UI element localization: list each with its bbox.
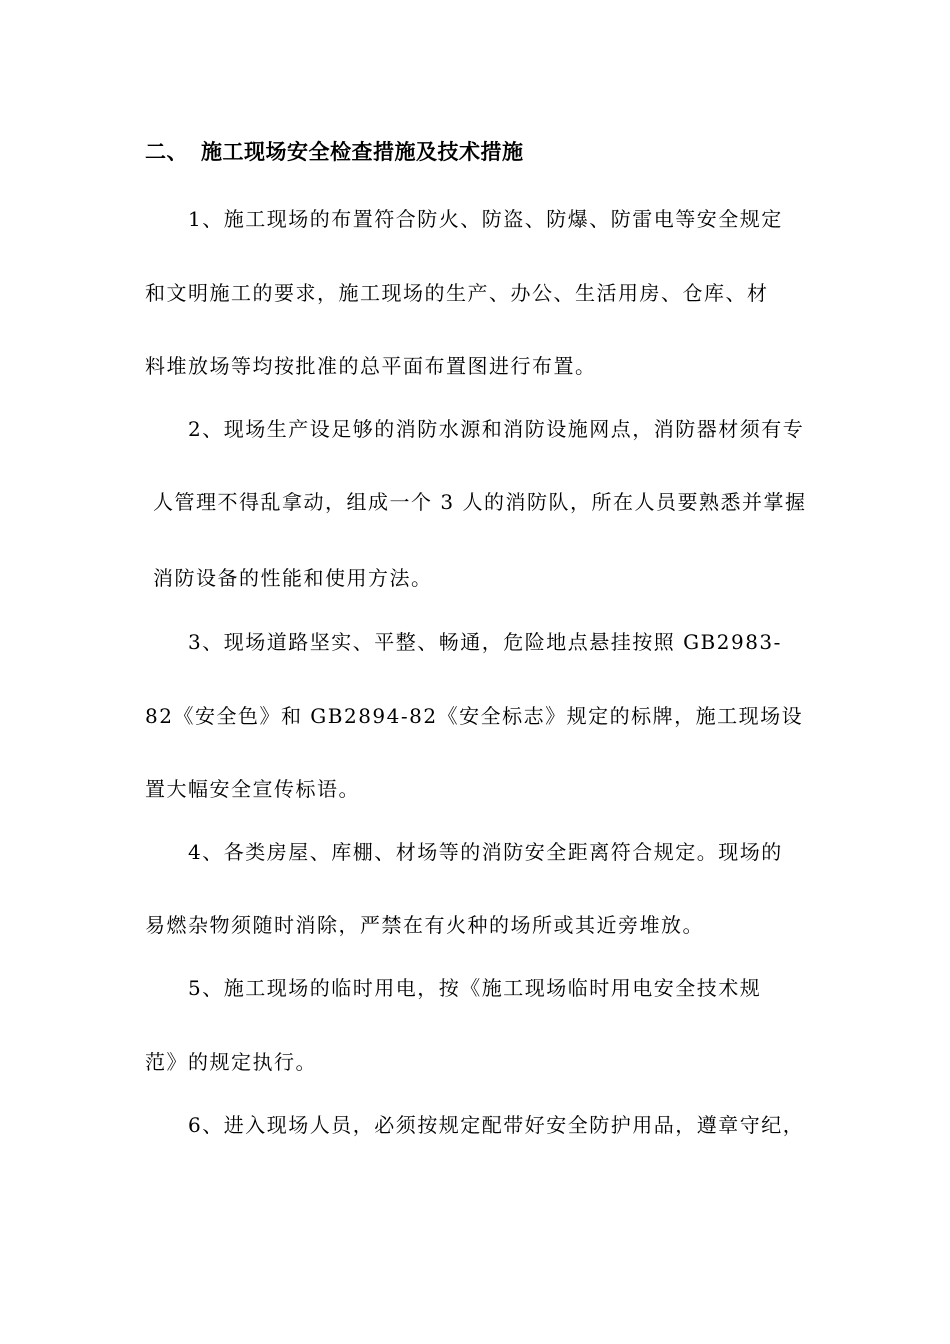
section-number: 二、 [145,139,188,164]
paragraph-2-line-2: 人管理不得乱拿动，组成一个 3 人的消防队，所在人员要熟悉并掌握 [153,490,807,514]
paragraph-5-line-1: 5、施工现场的临时用电，按《施工现场临时用电安全技术规 [188,976,762,1000]
paragraph-3-line-1: 3、现场道路坚实、平整、畅通，危险地点悬挂按照 GB2983- [188,630,782,654]
paragraph-2-line-3: 消防设备的性能和使用方法。 [153,566,433,590]
paragraph-4-line-2: 易燃杂物须随时消除，严禁在有火种的场所或其近旁堆放。 [145,913,704,937]
paragraph-6-line-1: 6、进入现场人员，必须按规定配带好安全防护用品，遵章守纪， [188,1113,805,1137]
paragraph-2-line-1: 2、现场生产设足够的消防水源和消防设施网点，消防器材须有专 [188,417,805,441]
section-title: 施工现场安全检查措施及技术措施 [201,139,524,164]
paragraph-5-line-2: 范》的规定执行。 [145,1050,317,1074]
paragraph-1-line-3: 料堆放场等均按批准的总平面布置图进行布置。 [145,354,597,378]
paragraph-4-line-1: 4、各类房屋、库棚、材场等的消防安全距离符合规定。现场的 [188,840,783,864]
section-heading [145,136,524,166]
paragraph-3-line-3: 置大幅安全宣传标语。 [145,777,360,801]
paragraph-1-line-2: 和文明施工的要求，施工现场的生产、办公、生活用房、仓库、材 [145,281,769,305]
paragraph-1-line-1: 1、施工现场的布置符合防火、防盗、防爆、防雷电等安全规定 [188,207,783,231]
paragraph-3-line-2: 82《安全色》和 GB2894-82《安全标志》规定的标牌，施工现场设 [145,704,804,728]
